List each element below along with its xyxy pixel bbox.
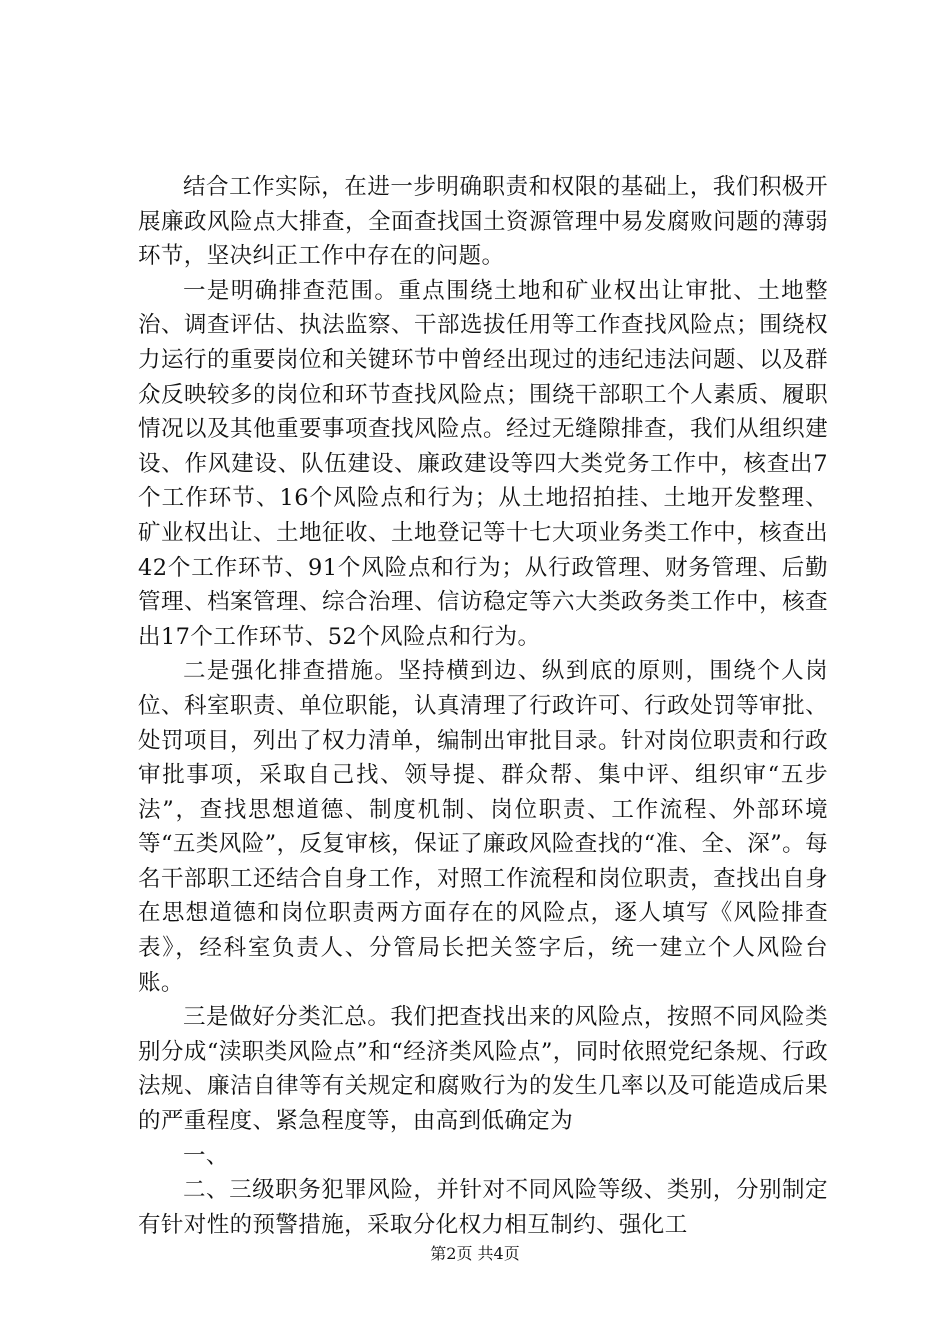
paragraph-level-one: 一、	[183, 1142, 229, 1169]
paragraph-level-two-three: 二、三级职务犯罪风险，并针对不同风险等级、类别，分别制定有针对性的预警措施，采取分化权力相互制约、强化工	[138, 1177, 828, 1238]
page-footer: 第2页 共4页	[430, 1244, 520, 1263]
paragraph-intro: 结合工作实际，在进一步明确职责和权限的基础上，我们积极开展廉政风险点大排查，全面查找国土资源管理中易发腐败问题的薄弱环节，坚决纠正工作中存在的问题。	[138, 174, 828, 270]
paragraph-scope: 一是明确排查范围。重点围绕土地和矿业权出让审批、土地整治、调查评估、执法监察、干部选拔任用等工作查找风险点；围绕权力运行的重要岗位和关键环节中曾经出现过的违纪违法问题、以及群众反映较多的岗位和环节查找风险点；围绕干部职工个人素质、履职情况以及其他重要事项查找风险点。经过无缝隙排查，我们从组织建设、作风建设、队伍建设、廉政建设等四大类党务工作中，核查出7个工作环节、16个风险点和行为；从土地招拍挂、土地开发整理、矿业权出让、土地征收、土地登记等十七大项业务类工作中，核查出42个工作环节、91个风险点和行为；从行政管理、财务管理、后勤管理、档案管理、综合治理、信访稳定等六大类政务类工作中，核查出17个工作环节、52个风险点和行为。	[138, 277, 828, 650]
paragraph-measures: 二是强化排查措施。坚持横到边、纵到底的原则，围绕个人岗位、科室职责、单位职能，认真清理了行政许可、行政处罚等审批、处罚项目，列出了权力清单，编制出审批目录。针对岗位职责和行政审批事项，采取自己找、领导提、群众帮、集中评、组织审“五步法”，查找思想道德、制度机制、岗位职责、工作流程、外部环境等“五类风险”，反复审核，保证了廉政风险查找的“准、全、深”。每名干部职工还结合自身工作，对照工作流程和岗位职责，查找出自身在思想道德和岗位职责两方面存在的风险点，逐人填写《风险排查表》，经科室负责人、分管局长把关签字后，统一建立个人风险台账。	[138, 658, 828, 996]
paragraph-classification: 三是做好分类汇总。我们把查找出来的风险点，按照不同风险类别分成“渎职类风险点”和“经济类风险点”，同时依照党纪条规、行政法规、廉洁自律等有关规定和腐败行为的发生几率以及可能造成后果的严重程度、紧急程度等，由高到低确定为	[138, 1004, 828, 1135]
document-body	[138, 170, 828, 1242]
